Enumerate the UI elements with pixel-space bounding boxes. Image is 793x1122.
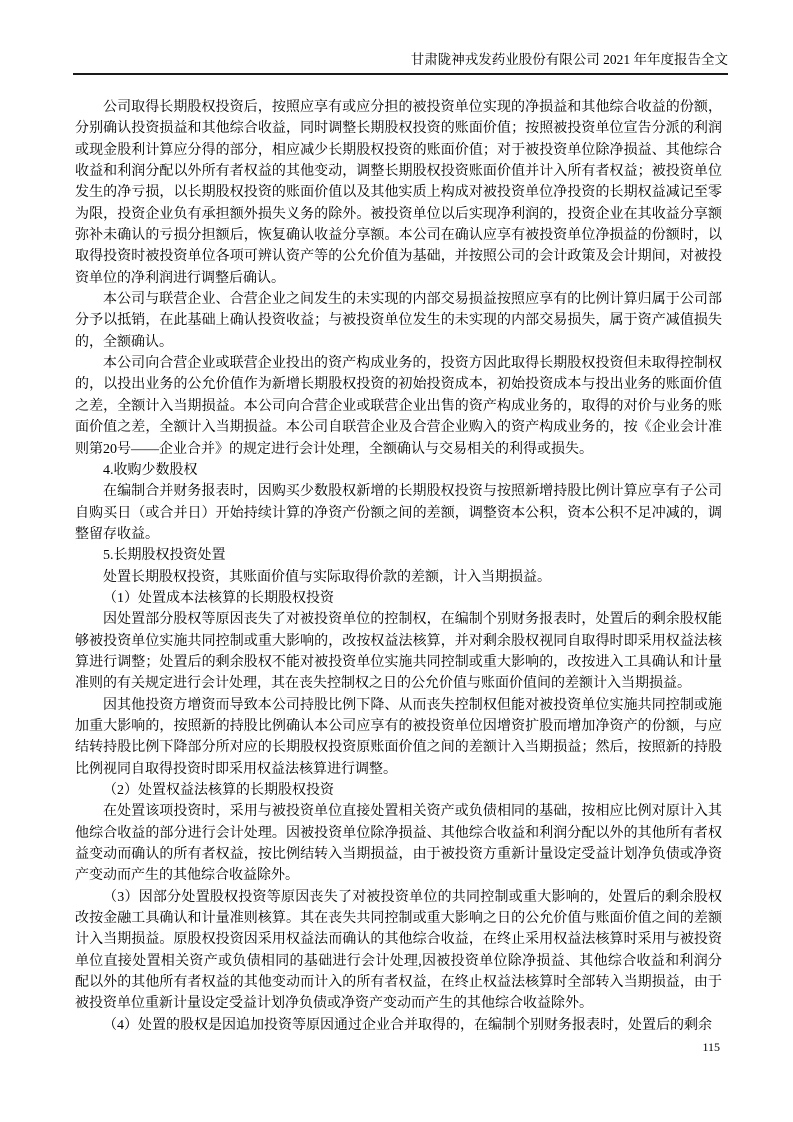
paragraph: 本公司向合营企业或联营企业投出的资产构成业务的，投资方因此取得长期股权投资但未取得控制权的，以投出业务的公允价值作为新增长期股权投资的初始投资成本，初始投资成本与投出业务的账面价值之差，全额计入当期损益。本公司向合营企业或联营企业出售的资产构成业务的，取得的对价与业务的账面价值之差，全额计入当期损益。本公司自联营企业及合营企业购入的资产构成业务的，按《企业会计准则第20号——企业合并》的规定进行会计处理，全额确认与交易相关的利得或损失。	[75, 356, 722, 457]
paragraph: 处置长期股权投资，其账面价值与实际取得价款的差额，计入当期损益。	[103, 569, 551, 585]
section-heading: 5.长期股权投资处置	[103, 548, 226, 564]
section-heading: （1）处置成本法核算的长期股权投资	[103, 590, 334, 606]
paragraph: 因其他投资方增资而导致本公司持股比例下降、从而丧失控制权但能对被投资单位实施共同控制或施加重大影响的，按照新的持股比例确认本公司应享有的被投资单位因增资扩股而增加净资产的份额，与应结转持股比例下降部分所对应的长期股权投资原账面价值之间的差额计入当期损益；然后，按照新的持股比例视同自取得投资时即采用权益法核算进行调整。	[75, 697, 722, 777]
section-heading: 4.收购少数股权	[103, 462, 198, 478]
section-heading: （2）处置权益法核算的长期股权投资	[103, 783, 334, 798]
paragraph: （3）因部分处置股权投资等原因丧失了对被投资单位的共同控制或重大影响的，处置后的剩余股权改按金融工具确认和计量准则核算。其在丧失共同控制或重大影响之日的公允价值与账面价值之间的差额计入当期损益。原股权投资因采用权益法而确认的其他综合收益，在终止采用权益法核算时采用与被投资单位直接处置相关资产或负债相同的基础进行会计处理,因被投资单位除净损益、其他综合收益和利润分配以外的其他所有者权益的其他变动而计入的所有者权益，在终止权益法核算时全部转入当期损益，由于被投资单位重新计量设定受益计划净负债或净资产变动而产生的其他综合收益除外。	[75, 889, 722, 1012]
document-body	[75, 97, 722, 1036]
page-header	[73, 51, 728, 75]
paragraph: 因处置部分股权等原因丧失了对被投资单位的控制权，在编制个别财务报表时，处置后的剩余股权能够被投资单位实施共同控制或重大影响的，改按权益法核算，并对剩余股权视同自取得时即采用权益法核算进行调整；处置后的剩余股权不能对被投资单位实施共同控制或重大影响的，改按进入工具确认和计量准则的有关规定进行会计处理，其在丧失控制权之日的公允价值与账面价值间的差额计入当期损益。	[75, 612, 722, 692]
paragraph: 在编制合并财务报表时，因购买少数股权新增的长期股权投资与按照新增持股比例计算应享有子公司自购买日（或合并日）开始持续计算的净资产份额之间的差额，调整资本公积，资本公积不足冲减的，调整留存收益。	[75, 484, 722, 542]
paragraph: 本公司与联营企业、合营企业之间发生的未实现的内部交易损益按照应享有的比例计算归属于公司部分予以抵销，在此基础上确认投资收益；与被投资单位发生的未实现的内部交易损失，属于资产减值损失的，全额确认。	[75, 292, 722, 350]
paragraph: （4）处置的股权是因追加投资等原因通过企业合并取得的，在编制个别财务报表时，处置后的剩余	[103, 1017, 712, 1033]
paragraph: 在处置该项投资时，采用与被投资单位直接处置相关资产或负债相同的基础，按相应比例对原计入其他综合收益的部分进行会计处理。因被投资单位除净损益、其他综合收益和利润分配以外的其他所有者权益变动而确认的所有者权益，按比例结转入当期损益，由于被投资方重新计量设定受益计划净负债或净资产变动而产生的其他综合收益除外。	[75, 804, 722, 884]
page-number: 115	[702, 1040, 720, 1054]
report-title: 甘肃陇神戎发药业股份有限公司 2021 年年度报告全文	[410, 52, 728, 67]
paragraph: 公司取得长期股权投资后，按照应享有或应分担的被投资单位实现的净损益和其他综合收益的份额，分别确认投资损益和其他综合收益，同时调整长期股权投资的账面价值；按照被投资单位宣告分派的利润或现金股利计算应分得的部分，相应减少长期股权投资的账面价值；对于被投资单位除净损益、其他综合收益和利润分配以外所有者权益的其他变动，调整长期股权投资账面价值并计入所有者权益；被投资单位发生的净亏损，以长期股权投资的账面价值以及其他实质上构成对被投资单位净投资的长期权益减记至零为限，投资企业负有承担额外损失义务的除外。被投资单位以后实现净利润的，投资企业在其收益分享额弥补未确认的亏损分担额后，恢复确认收益分享额。本公司在确认应享有被投资单位净损益的份额时，以取得投资时被投资单位各项可辨认资产等的公允价值为基础，并按照公司的会计政策及会计期间，对被投资单位的净利润进行调整后确认。	[75, 100, 722, 286]
